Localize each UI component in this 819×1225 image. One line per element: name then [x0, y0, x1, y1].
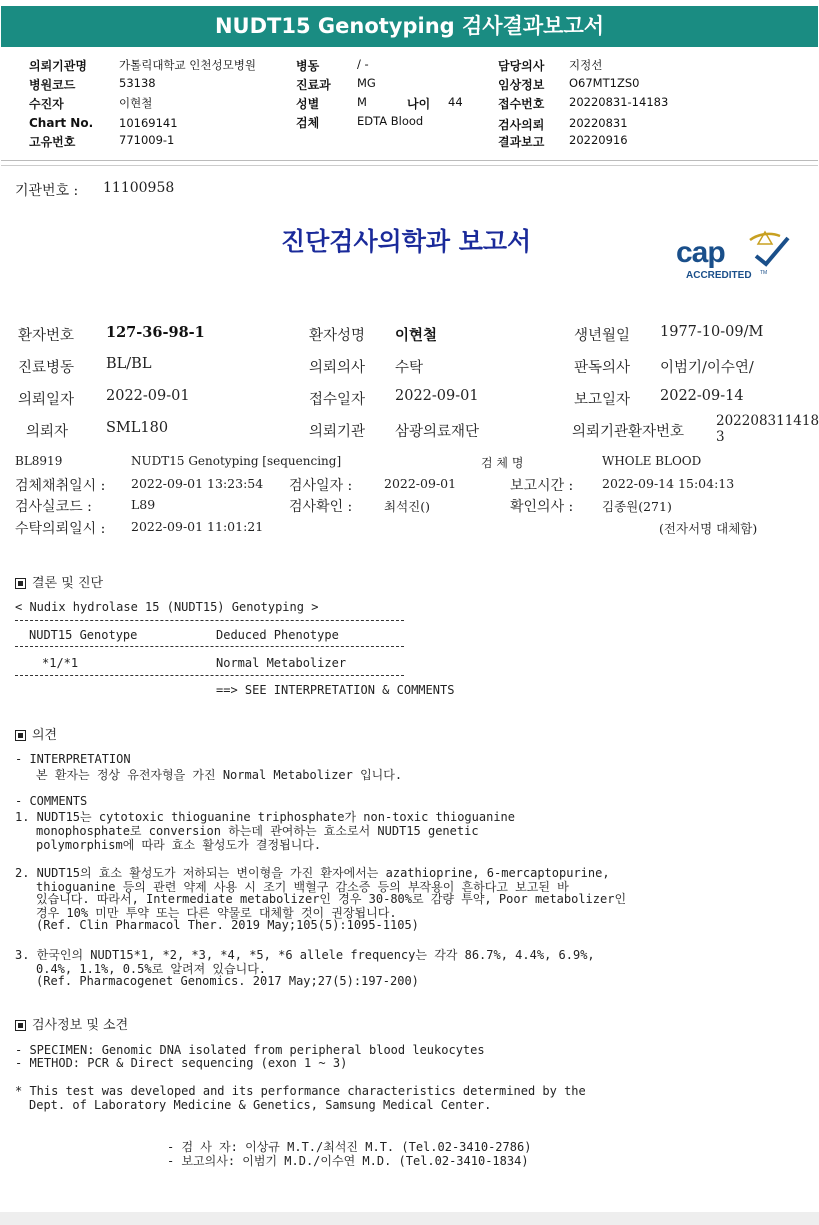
cap-accredited-logo [672, 226, 792, 288]
test-date-label: 검사일자 : [289, 478, 353, 494]
label-recv-date: 접수일자 [309, 392, 366, 408]
confirm-label: 검사확인 : [289, 499, 353, 515]
header-label-sex: 성별 [296, 97, 320, 111]
note-line-2: Dept. of Laboratory Medicine & Genetics, Samsung Medical Center. [29, 1098, 492, 1112]
value-recv-date: 2022-09-01 [395, 388, 479, 404]
footer-strip [0, 1212, 819, 1225]
examiner-line: - 검 사 자: 이상규 M.T./최석진 M.T. (Tel.02-3410-2786) [167, 1140, 532, 1154]
method-line: - METHOD: PCR & Direct sequencing (exon 1 ~ 3) [15, 1056, 348, 1070]
label-birth: 생년월일 [574, 328, 631, 344]
test-code: BL8919 [15, 454, 63, 468]
section-square-icon [15, 730, 26, 741]
table-rule-top [15, 620, 404, 621]
header-value-chart-no: 10169141 [119, 116, 178, 130]
comment-2-line-4: 경우 10% 미만 투약 또는 다른 약물로 대체할 것이 권장됩니다. [36, 906, 397, 920]
phenotype-value: Normal Metabolizer [216, 656, 347, 670]
header-label-age: 나이 [407, 97, 431, 111]
label-req-date: 의뢰일자 [18, 392, 75, 408]
report-time-label: 보고시간 : [510, 478, 574, 494]
header-label-receipt-no: 접수번호 [498, 97, 545, 111]
header-value-result-report: 20220916 [569, 133, 628, 147]
conclusion-heading-text: 결론 및 진단 [32, 576, 104, 591]
header-value-department: MG [357, 76, 376, 90]
value-patient-name: 이현철 [395, 327, 438, 344]
header-label-department: 진료과 [296, 78, 331, 92]
comments-title: - COMMENTS [15, 794, 88, 808]
note-line-1: * This test was developed and its performance characteristics determined by the [15, 1084, 586, 1098]
confirm-doc-label: 확인의사 : [510, 499, 574, 515]
header-label-ward: 병동 [296, 59, 320, 73]
label-req-inst: 의뢰기관 [309, 424, 366, 440]
header-label-chart-no: Chart No. [29, 116, 94, 130]
header-label-doctor: 담당의사 [498, 59, 545, 73]
specimen-value: WHOLE BLOOD [602, 454, 702, 468]
report-time-value: 2022-09-14 15:04:13 [602, 476, 735, 491]
specimen-label: 검 체 명 [481, 456, 524, 470]
cap-tm-text: TM [760, 270, 768, 276]
esign-note: (전자서명 대체함) [659, 521, 758, 536]
banner-title: NUDT15 Genotyping 검사결과보고서 [214, 14, 605, 38]
header-divider-2 [1, 165, 818, 166]
header-value-hospital-code: 53138 [119, 76, 156, 90]
header-value-receipt-no: 20220831-14183 [569, 95, 669, 109]
report-title: 진단검사의학과 보고서 [281, 227, 532, 256]
header-label-institution: 의뢰기관명 [29, 59, 87, 73]
conclusion-heading [15, 572, 103, 591]
comment-2-line-1: 2. NUDT15의 효소 활성도가 저하되는 변이형을 가진 환자에서는 azathioprine, 6-mercaptopurine, [15, 866, 610, 880]
header-value-age: 44 [448, 95, 463, 109]
header-value-examinee: 이현철 [119, 96, 153, 110]
header-value-clinical-info: O67MT1ZS0 [569, 76, 640, 90]
label-ward: 진료병동 [18, 360, 75, 376]
comment-3-line-2: 0.4%, 1.1%, 0.5%로 알려져 있습니다. [36, 962, 267, 976]
conclusion-subtitle: < Nudix hydrolase 15 (NUDT15) Genotyping > [15, 600, 319, 614]
label-requester: 의뢰자 [26, 424, 69, 440]
header-label-unique-no: 고유번호 [29, 135, 76, 149]
table-rule-mid [15, 646, 404, 647]
value-req-date: 2022-09-01 [106, 388, 190, 404]
value-report-date: 2022-09-14 [660, 388, 744, 404]
value-req-doctor: 수탁 [395, 360, 424, 376]
institution-value: 11100958 [103, 180, 175, 196]
comment-1-line-3: polymorphism에 따라 효소 활성도가 결정됩니다. [36, 838, 322, 852]
value-birth: 1977-10-09/M [660, 324, 764, 340]
header-value-institution: 가톨릭대학교 인천성모병원 [119, 58, 256, 72]
test-name: NUDT15 Genotyping [sequencing] [131, 454, 342, 468]
institution-label: 기관번호 : [15, 183, 79, 199]
comment-3-line-3: (Ref. Pharmacogenet Genomics. 2017 May;27(5):197-200) [36, 974, 419, 988]
value-ward: BL/BL [106, 356, 152, 372]
header-value-ward: / - [357, 57, 369, 71]
reporter-line: - 보고의사: 이범기 M.D./이수연 M.D. (Tel.02-3410-1834) [167, 1154, 529, 1168]
report-banner [0, 0, 819, 58]
interpretation-text: 본 환자는 정상 유전자형을 가진 Normal Metabolizer 입니다. [36, 768, 403, 782]
opinion-heading-text: 의견 [32, 728, 58, 743]
value-patient-no: 127-36-98-1 [106, 324, 205, 341]
header-value-specimen: EDTA Blood [357, 114, 424, 128]
header-label-result-report: 결과보고 [498, 135, 545, 149]
header-value-sex: M [357, 95, 367, 109]
cap-accredited-text: ACCREDITED [686, 270, 752, 281]
header-label-examinee: 수진자 [29, 97, 64, 111]
value-inst-pt-no-line1: 202208311418 [716, 413, 819, 429]
header-value-request: 20220831 [569, 116, 628, 130]
value-requester: SML180 [106, 420, 169, 436]
opinion-heading [15, 724, 57, 743]
header-label-clinical-info: 임상정보 [498, 78, 545, 92]
header-label-request: 검사의뢰 [498, 118, 545, 132]
header-divider [1, 160, 818, 161]
value-inst-pt-no-line2: 3 [716, 429, 725, 445]
section-square-icon [15, 1020, 26, 1031]
label-patient-no: 환자번호 [18, 328, 75, 344]
comment-2-line-5: (Ref. Clin Pharmacol Ther. 2019 May;105(5):1095-1105) [36, 918, 419, 932]
label-patient-name: 환자성명 [309, 328, 366, 344]
genotype-value: *1/*1 [42, 656, 79, 670]
specimen-method-line: - SPECIMEN: Genomic DNA isolated from peripheral blood leukocytes [15, 1043, 485, 1057]
testinfo-heading [15, 1014, 128, 1033]
room-label: 검사실코드 : [15, 499, 92, 515]
value-reader: 이범기/이수연/ [660, 360, 754, 376]
header-label-hospital-code: 병원코드 [29, 78, 76, 92]
testinfo-heading-text: 검사정보 및 소견 [32, 1018, 129, 1033]
consign-label: 수탁의뢰일시 : [15, 521, 106, 537]
confirm-value: 최석진() [384, 499, 430, 514]
see-comments: ==> SEE INTERPRETATION & COMMENTS [216, 683, 455, 697]
table-header-phenotype: Deduced Phenotype [216, 628, 339, 642]
comment-1-line-1: 1. NUDT15는 cytotoxic thioguanine triphosphate가 non-toxic thioguanine [15, 810, 516, 824]
comment-2-line-3: 있습니다. 따라서, Intermediate metabolizer인 경우 30-80%로 감량 투약, Poor metabolizer인 [36, 892, 627, 906]
room-value: L89 [131, 497, 156, 512]
label-req-doctor: 의뢰의사 [309, 360, 366, 376]
collect-value: 2022-09-01 13:23:54 [131, 476, 264, 491]
table-header-genotype: NUDT15 Genotype [29, 628, 138, 642]
interpretation-title: - INTERPRETATION [15, 752, 131, 766]
label-reader: 판독의사 [574, 360, 631, 376]
header-value-unique-no: 771009-1 [119, 133, 175, 147]
consign-value: 2022-09-01 11:01:21 [131, 519, 264, 534]
table-rule-bottom [15, 675, 404, 676]
cap-logo-text: cap [676, 236, 725, 269]
test-date-value: 2022-09-01 [384, 476, 457, 491]
section-square-icon [15, 578, 26, 589]
collect-label: 검체채취일시 : [15, 478, 106, 494]
comment-2-line-2: thioguanine 등의 관련 약제 사용 시 조기 백혈구 감소증 등의 부작용이 흔하다고 보고된 바 [36, 880, 569, 894]
header-value-doctor: 지정선 [569, 58, 603, 72]
comment-1-line-2: monophosphate로 conversion 하는데 관여하는 효소로서 NUDT15 genetic [36, 824, 479, 838]
value-req-inst: 삼광의료재단 [395, 424, 480, 440]
confirm-doc-value: 김종원(271) [602, 499, 672, 514]
label-report-date: 보고일자 [574, 392, 631, 408]
label-inst-pt-no: 의뢰기관환자번호 [572, 424, 685, 440]
comment-3-line-1: 3. 한국인의 NUDT15*1, *2, *3, *4, *5, *6 allele frequency는 각각 86.7%, 4.4%, 6.9%, [15, 948, 595, 962]
header-label-specimen: 검체 [296, 116, 320, 130]
